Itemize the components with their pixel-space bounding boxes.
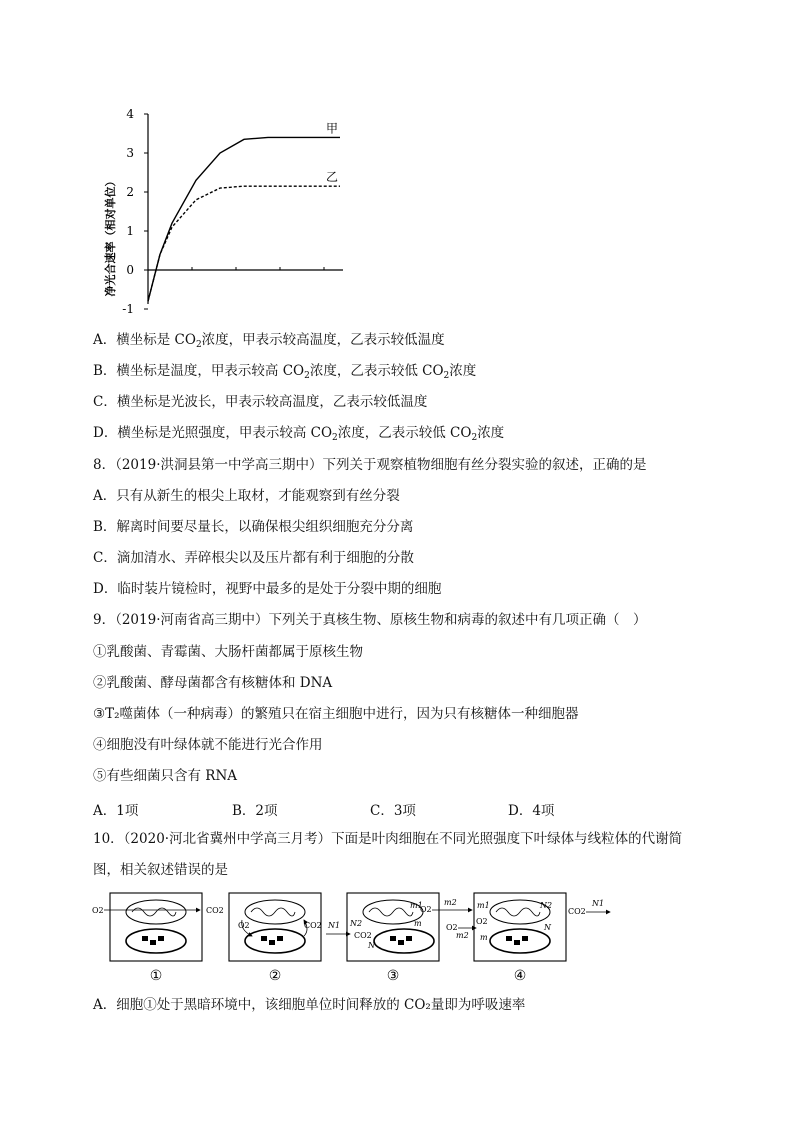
svg-text:m1: m1 <box>477 901 490 910</box>
diagram-label-3: ③ <box>386 968 400 984</box>
series-yi-label: 乙 <box>326 170 339 185</box>
q9-item-3: ③T₂噬菌体（一种病毒）的繁殖只在宿主细胞中进行，因为只有核糖体一种细胞器 <box>93 706 579 722</box>
q9-choice-b: B．2项 <box>232 803 278 819</box>
diagram-label-4: ④ <box>513 968 527 984</box>
svg-text:m2: m2 <box>444 898 457 907</box>
q9-item-1: ①乳酸菌、青霉菌、大肠杆菌都属于原核生物 <box>93 644 363 660</box>
q9-choice-d: D．4项 <box>508 803 555 819</box>
svg-text:O2: O2 <box>446 923 458 932</box>
y-tick-label: 3 <box>126 146 134 160</box>
svg-text:N1: N1 <box>328 921 341 930</box>
q9-item-4: ④细胞没有叶绿体就不能进行光合作用 <box>93 737 323 753</box>
svg-text:CO2: CO2 <box>354 931 372 940</box>
q8-option-c: C．滴加清水、弄碎根尖以及压片都有利于细胞的分散 <box>93 550 414 566</box>
net-photosynthesis-chart <box>100 104 360 314</box>
series-jia-label: 甲 <box>326 121 339 136</box>
q10-stem-line1: 10．（2020·河北省冀州中学高三月考）下面是叶肉细胞在不同光照强度下叶绿体与线粒体的代谢简 <box>93 831 683 847</box>
svg-text:N: N <box>544 923 551 932</box>
series-yi-line <box>148 186 340 301</box>
cell-diagrams <box>92 888 612 988</box>
q10-option-a: A．细胞①处于黑暗环境中，该细胞单位时间释放的 CO₂量即为呼吸速率 <box>93 997 526 1013</box>
q9-item-2: ②乳酸菌、酵母菌都含有核糖体和 DNA <box>93 675 333 691</box>
svg-text:CO2: CO2 <box>304 921 322 930</box>
diagram-label-1: ① <box>149 968 163 984</box>
y-tick-label: 0 <box>126 263 134 277</box>
q9-item-5: ⑤有些细菌只含有 RNA <box>93 768 238 784</box>
y-tick-label: 1 <box>126 224 134 238</box>
svg-text:N2: N2 <box>350 919 363 928</box>
q10-stem-line2: 图，相关叙述错误的是 <box>93 862 228 878</box>
y-tick-label: 4 <box>126 107 134 121</box>
svg-text:N: N <box>368 941 375 950</box>
q8-option-a: A．只有从新生的根尖上取材，才能观察到有丝分裂 <box>93 488 400 504</box>
diagram-label-2: ② <box>268 968 282 984</box>
svg-text:N2: N2 <box>540 901 553 910</box>
svg-text:m1: m1 <box>410 901 423 910</box>
q9-stem: 9．（2019·河南省高三期中）下列关于真核生物、原核生物和病毒的叙述中有几项正确（ ） <box>93 612 647 628</box>
svg-text:O2: O2 <box>476 917 488 926</box>
q9-choice-a: A．1项 <box>93 803 139 819</box>
series-jia-line <box>148 137 340 301</box>
cell-diagram-4 <box>446 893 610 961</box>
q8-option-b: B．解离时间要尽量长，以确保根尖组织细胞充分分离 <box>93 519 414 535</box>
q7-option-d: D．横坐标是光照强度，甲表示较高 $CO_2$浓度，乙表示较低 $CO_2$浓度 <box>93 425 505 443</box>
svg-text:CO2: CO2 <box>206 906 224 915</box>
svg-text:m2: m2 <box>456 931 469 940</box>
svg-text:O2: O2 <box>92 906 104 915</box>
q8-option-d: D．临时装片镜检时，视野中最多的是处于分裂中期的细胞 <box>93 581 442 597</box>
q9-choice-c: C．3项 <box>370 803 416 819</box>
cell-diagram-2 <box>229 893 322 961</box>
q7-option-c: C．横坐标是光波长，甲表示较高温度，乙表示较低温度 <box>93 394 428 410</box>
svg-text:CO2: CO2 <box>568 907 586 916</box>
svg-text:N1: N1 <box>592 899 605 908</box>
svg-text:O2: O2 <box>238 921 250 930</box>
q8-stem: 8．（2019·洪洞县第一中学高三期中）下列关于观察植物细胞有丝分裂实验的叙述，正确的是 <box>93 457 647 473</box>
y-tick-label: -1 <box>122 302 134 314</box>
chart-ylabel: 净光合速率（相对单位） <box>104 175 117 297</box>
q7-option-a: A．横坐标是 $CO_2$浓度，甲表示较高温度，乙表示较低温度 <box>93 332 445 350</box>
q7-option-b: B．横坐标是温度，甲表示较高 $CO_2$浓度，乙表示较低 $CO_2$浓度 <box>93 363 477 381</box>
svg-text:m: m <box>414 919 422 928</box>
svg-text:O2: O2 <box>420 905 432 914</box>
y-tick-label: 2 <box>126 185 134 199</box>
cell-diagram-1 <box>92 893 224 961</box>
svg-text:m: m <box>480 933 488 942</box>
